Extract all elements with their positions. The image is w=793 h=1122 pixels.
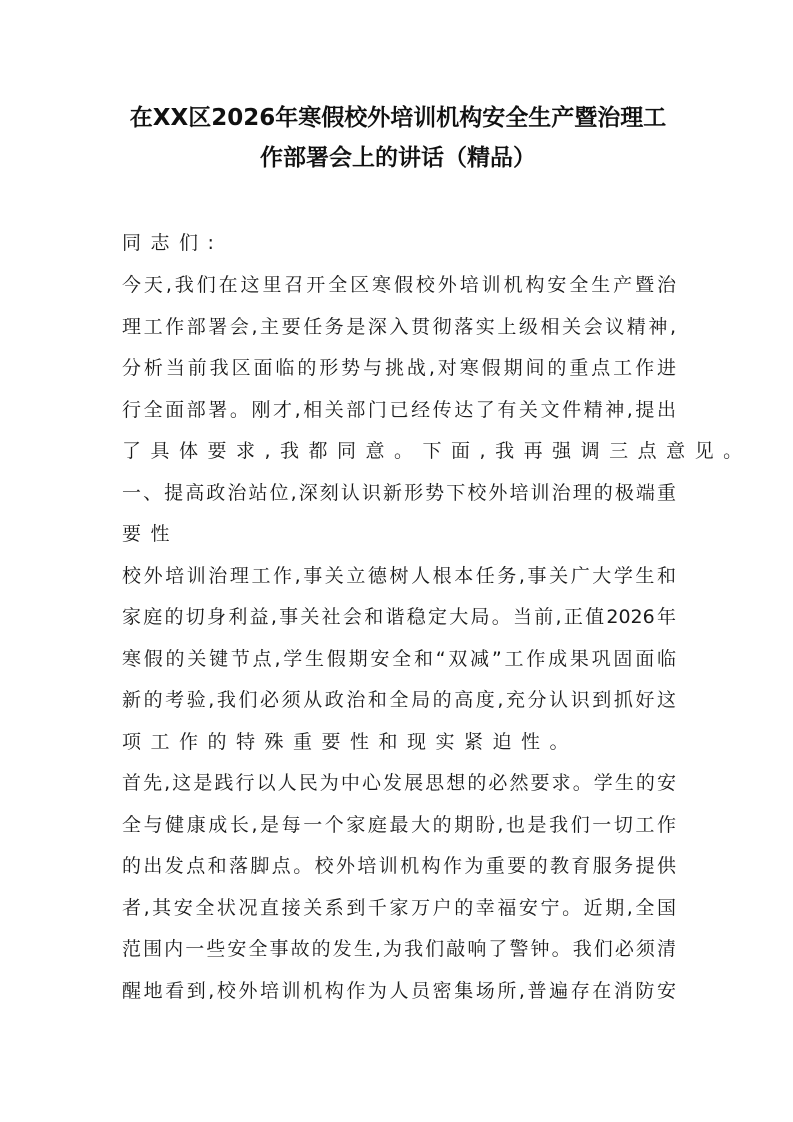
body-text-line: 者,其安全状况直接关系到千家万户的幸福安宁。近期,全国 — [122, 896, 676, 919]
body-text-line: 校外培训治理工作,事关立德树人根本任务,事关广大学生和 — [122, 564, 676, 587]
document-title-line-1: 在XX区2026年寒假校外培训机构安全生产暨治理工 — [129, 105, 667, 131]
body-text-line: 首先,这是践行以人民为中心发展思想的必然要求。学生的安 — [122, 772, 676, 794]
body-text-line: 分析当前我区面临的形势与挑战,对寒假期间的重点工作进 — [122, 357, 676, 379]
body-text-line: 了具体要求,我都同意。下面,我再强调三点意见。 — [122, 440, 752, 462]
body-text-line: 范围内一些安全事故的发生,为我们敲响了警钟。我们必须清 — [122, 938, 676, 960]
document-title-line-2: 作部署会上的讲话（精品） — [260, 145, 536, 171]
body-text-line: 行全面部署。刚才,相关部门已经传达了有关文件精神,提出 — [122, 398, 676, 421]
salutation: 同志们: — [122, 232, 224, 254]
body-text-line: 一、提高政治站位,深刻认识新形势下校外培训治理的极端重 — [122, 481, 676, 504]
body-text-line: 全与健康成长,是每一个家庭最大的期盼,也是我们一切工作 — [122, 813, 676, 836]
body-text-line: 家庭的切身利益,事关社会和谐稳定大局。当前,正值2026年 — [122, 606, 676, 628]
body-text-line: 今天,我们在这里召开全区寒假校外培训机构安全生产暨治 — [122, 274, 676, 296]
body-text-line: 醒地看到,校外培训机构作为人员密集场所,普遍存在消防安 — [122, 979, 676, 1002]
body-text-line: 要性 — [122, 523, 180, 545]
body-text-line: 寒假的关键节点,学生假期安全和“双减”工作成果巩固面临 — [122, 647, 676, 670]
body-text-line: 项工作的特殊重要性和现实紧迫性。 — [122, 730, 579, 753]
body-text-line: 的出发点和落脚点。校外培训机构作为重要的教育服务提供 — [122, 855, 676, 877]
body-text-line: 新的考验,我们必须从政治和全局的高度,充分认识到抓好这 — [122, 689, 676, 711]
body-text-line: 理工作部署会,主要任务是深入贯彻落实上级相关会议精神, — [122, 315, 676, 338]
